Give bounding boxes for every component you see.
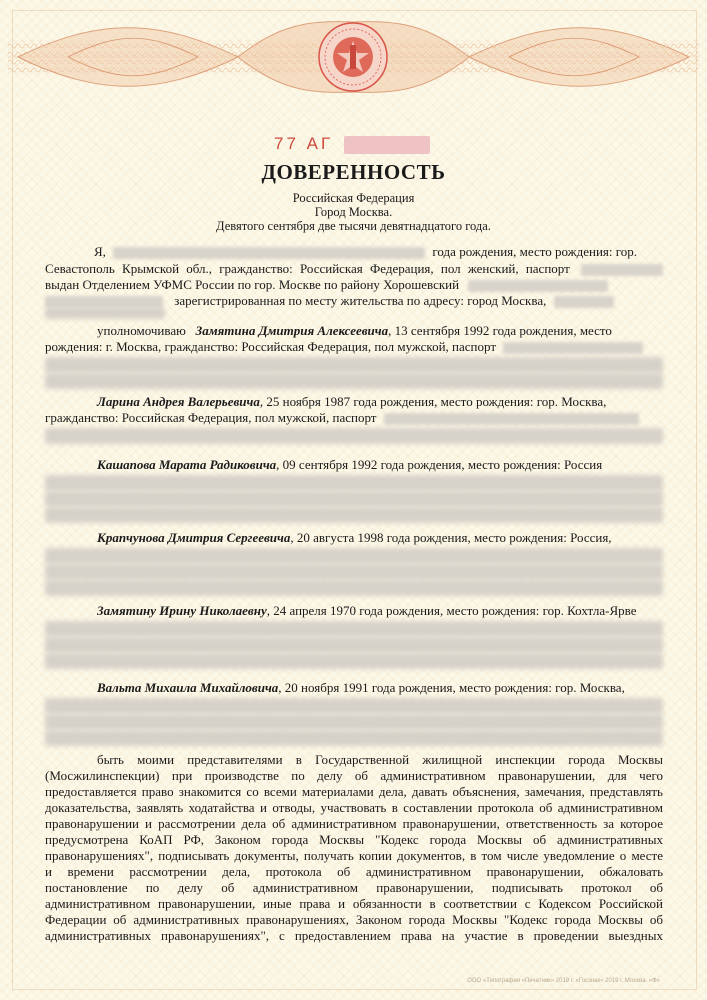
redacted-passport [581, 264, 663, 276]
powers-line: и времени рассмотрении дела, протокола об административном правонарушении, обжаловать [45, 864, 663, 879]
powers-line: предоставляется право знакомится со всеми материалами дела, давать объяснения, замечания, представлять [45, 784, 663, 799]
powers-line: постановление по делу об административном правонарушении, подписывать протокол об [45, 880, 663, 895]
redacted-issue-date [468, 280, 608, 292]
powers-line: предусмотрена КоАП РФ, Законом города Москвы "Кодекс города Москвы об административных [45, 832, 663, 847]
powers-line: (Мосжилинспекции) при производстве по делу об административном правонарушении, для чего [45, 768, 663, 783]
redacted-block [45, 491, 663, 507]
rep-6-name: Вальта Михаила Михайловича [97, 680, 279, 695]
redacted-block [45, 428, 663, 444]
redacted-address-tail [45, 307, 165, 319]
country-line: Российская Федерация [292, 191, 415, 205]
city-line: Город Москва. [314, 205, 393, 219]
powers-line: быть моими представителями в Государственной жилищной инспекции города Москвы [97, 752, 663, 767]
powers-line: правонарушении и рассмотрении дела об административном правонарушении, ответственность за которое [45, 816, 663, 831]
redacted-address [554, 296, 614, 308]
redacted-block [45, 580, 663, 596]
rep-1-line-2: рождения: г. Москва, гражданство: Российская Федерация, пол мужской, паспорт [45, 339, 663, 355]
redacted-principal-name [113, 247, 425, 259]
redacted-passport [384, 413, 639, 425]
rep-3-name: Кашапова Марата Радиковича [97, 457, 277, 472]
rep-6-line-1: Вальта Михаила Михайловича, 20 ноября 1991 года рождения, место рождения: гор. Москва, [97, 680, 625, 695]
powers-line: административных правонарушениях", с предоставлением права на участие в проведении выездных [45, 928, 663, 943]
principal-line-1: Я, года рождения, место рождения: гор. [94, 244, 638, 259]
redacted-block [45, 698, 663, 714]
rep-5-name: Замятину Ирину Николаевну [97, 603, 267, 618]
redacted-block [45, 507, 663, 523]
powers-line: правонарушениях", подписывать документы, получать копии документов, в том числе уведомление о месте [45, 848, 663, 863]
rep-2-name: Ларина Андрея Валерьевича [97, 394, 260, 409]
rep-2-line-1: Ларина Андрея Валерьевича, 25 ноября 1987 года рождения, место рождения: гор. Москва, [97, 394, 607, 409]
principal-line-2: Севастополь Крымской обл., гражданство: Российская Федерация, пол женский, паспорт [45, 261, 663, 277]
powers-line: административном правонарушении, иные права и обязанности в соответствии с Кодексом Российской [45, 896, 663, 911]
serial-number-redaction [344, 136, 430, 154]
redacted-block [45, 357, 663, 373]
redacted-block [45, 475, 663, 491]
redacted-block [45, 653, 663, 669]
rep-1-line-1: уполномочиваю Замятина Дмитрия Алексеевича, 13 сентября 1992 года рождения, место [97, 323, 612, 338]
redacted-block [45, 714, 663, 730]
document-title: ДОВЕРЕННОСТЬ [261, 160, 446, 184]
principal-line-3: выдан Отделением УФМС России по гор. Москве по району Хорошевский [45, 277, 663, 293]
powers-line: Федерации об административных правонарушениях, Законом города Москвы "Кодекс города Москвы об [45, 912, 663, 927]
rep-5-line-1: Замятину Ирину Николаевну, 24 апреля 1970 года рождения, место рождения: гор. Кохтла-Ярве [97, 603, 637, 618]
rep-1-name: Замятина Дмитрия Алексеевича [195, 323, 389, 338]
redacted-block [45, 548, 663, 564]
printer-imprint: ООО «Типография «Печатник» 2019 г. «Госзнак» 2019 г. Москва. «Ф» [467, 978, 660, 984]
blank-serial-number: 77 АГ [274, 134, 334, 153]
redacted-block [45, 621, 663, 637]
rep-2-line-2: гражданство: Российская Федерация, пол мужской, паспорт [45, 410, 663, 426]
date-line: Девятого сентября две тысячи девятнадцатого года. [216, 219, 491, 233]
redacted-block [45, 730, 663, 746]
redacted-block [45, 373, 663, 389]
redacted-block [45, 564, 663, 580]
rep-3-line-1: Кашапова Марата Радиковича, 09 сентября 1992 года рождения, место рождения: Россия [97, 457, 603, 472]
redacted-passport [503, 342, 643, 354]
emblem-seal-icon [317, 21, 389, 93]
principal-line-4: зарегистрированная по месту жительства по адресу: город Москва, [45, 293, 663, 309]
rep-4-name: Крапчунова Дмитрия Сергеевича [97, 530, 291, 545]
powers-line: доказательства, заявлять ходатайства и отводы, участвовать в составлении протокола об административном [45, 800, 663, 815]
redacted-block [45, 637, 663, 653]
rep-4-line-1: Крапчунова Дмитрия Сергеевича, 20 августа 1998 года рождения, место рождения: Россия, [97, 530, 612, 545]
